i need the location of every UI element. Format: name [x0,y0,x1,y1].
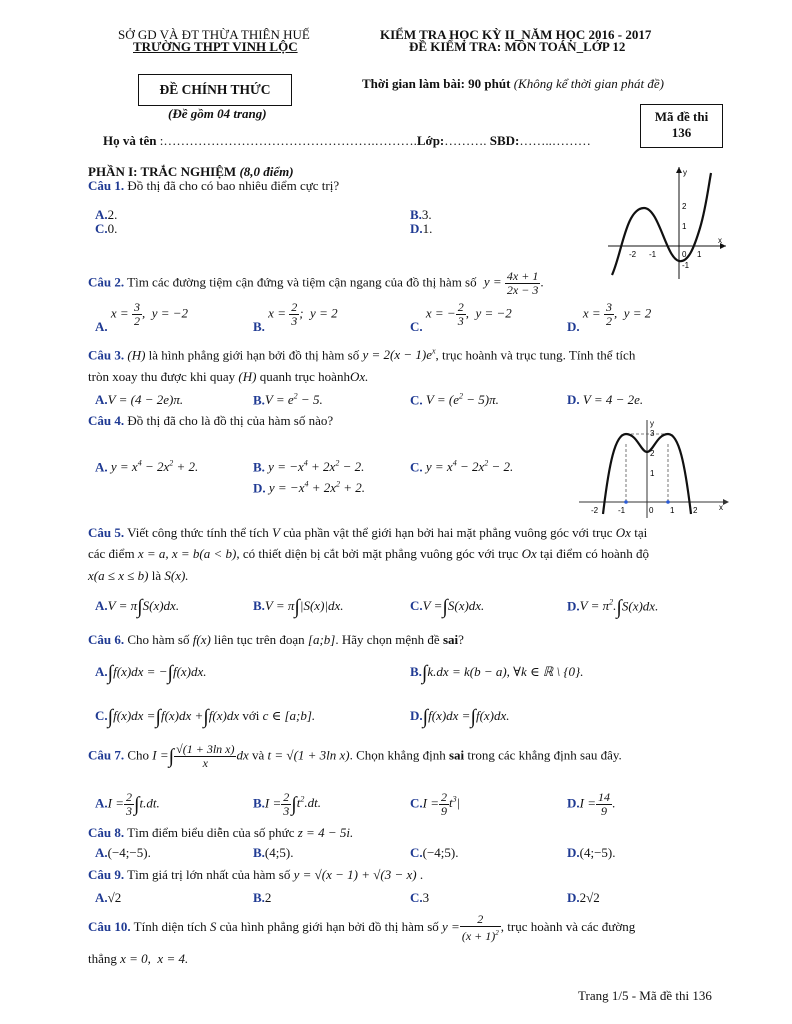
name-field[interactable]: :………………………………………….………. [156,133,417,148]
q9-option-c[interactable]: C.3 [410,890,430,905]
opt-letter: B. [253,319,265,335]
tick-label: -2 [591,506,599,515]
q3-text-2: , trục hoành và trục tung. Tính thể tích [435,347,636,363]
q5-option-c[interactable]: C.V =∫S(x)dx. [410,596,485,619]
q7-text-1: Cho [127,747,150,763]
official-box [138,74,292,106]
opt-letter: A. [95,207,108,222]
question-6: Câu 6. Cho hàm số f(x) liên tục trên đoạn [a;b]. Hãy chọn mệnh đề sai? [88,632,464,647]
opt-letter: C. [410,890,423,905]
q6-option-b[interactable]: B.∫k.dx = k(b − a), ∀k ∈ ℝ \ {0}. [410,662,584,685]
q8-option-c[interactable]: C.(−4;5). [410,845,459,860]
x-label: x [719,503,723,512]
q6-option-c[interactable]: C.∫f(x)dx =∫f(x)dx +∫f(x)dx với c ∈ [a;b]. [95,706,316,729]
tick-label: 0 [649,506,654,515]
q8-option-b[interactable]: B.(4;5). [253,845,294,860]
q4-option-d[interactable]: D. $y = -x^4 + 2x^2 + 2$. [253,480,366,496]
opt-letter: D. [567,598,580,614]
q7-bold: sai [448,747,465,763]
student-info-line [103,133,591,149]
q5-text-3: tại [634,525,648,540]
q6-with: với [242,708,260,723]
opt-text: 1. [422,221,433,236]
exam-code-value: 136 [671,125,692,140]
opt-letter: A. [95,664,108,679]
opt-letter: A. [95,890,108,905]
q5-label: Câu 5. [88,525,125,540]
q2-text: Tìm các đường tiệm cận đứng và tiệm cận ngang của đồ thị hàm số [127,274,477,290]
q10-text-2: của hình phẳng giới hạn bởi đồ thị hàm số [219,918,439,934]
exam-code-label: Mã đề thi [654,109,709,124]
tick-label: 1 [650,469,655,478]
time-line [362,76,664,92]
question-2: Câu 2. Tìm các đường tiệm cận đứng và tiệm cận ngang của đồ thị hàm số y = $\frac{4x + 1}{2x - 3}$ . [88,269,544,297]
q4-text: Đồ thị đã cho là đồ thị của hàm số nào? [127,413,334,428]
question-9: Câu 9. Tìm giá trị lớn nhất của hàm số y = √(x − 1) + √(3 − x) . [88,867,424,882]
q3-text-1: là hình phẳng giới hạn bởi đồ thị hàm số [148,347,360,363]
q5-text-2: của phần vật thể giới hạn bởi hai mặt phẳng vuông góc với trục [283,525,613,540]
question-3-line-1: Câu 3. (H) là hình phẳng giới hạn bởi đồ thị hàm số $y = 2(x - 1)e^x$, trục hoành và trục tung. Tính thể tích [88,347,636,363]
q6-text-3: . Hãy chọn mệnh đề [335,632,440,647]
q7-text-2: và [252,747,265,763]
q5-option-a[interactable]: A.V = π∫S(x)dx. [95,596,180,619]
question-1 [88,178,339,194]
question-4 [88,413,333,429]
tick-label: 1 [697,250,702,259]
opt-letter: D. [567,795,580,811]
section-title-text: PHẦN I: TRẮC NGHIỆM [88,164,237,179]
q7-label: Câu 7. [88,747,125,763]
opt-letter: D. [567,890,580,905]
opt-letter: D. [567,319,580,335]
pages-note: (Đề gồm 04 trang) [168,106,267,121]
q7-option-b[interactable]: B.I = $\frac{2}{3}$ $\int t^2.dt$. [253,790,322,818]
function-curve [612,173,711,275]
q6-option-a[interactable]: A.∫f(x)dx = −∫f(x)dx. [95,662,207,685]
department: SỞ GD VÀ ĐT THỪA THIÊN HUẾ [118,27,310,42]
sbd-field[interactable]: ……..……… [519,133,591,148]
q5-text-1: Viết công thức tính thể tích [127,525,269,540]
q2-option-b[interactable]: B. x = $\frac{2}{3}$ ; y = 2 [253,300,338,335]
opt-letter: B. [253,459,265,475]
tick-label: 0 [682,250,687,259]
q3-label: Câu 3. [88,347,125,363]
question-5-line-2: các điểm x = a, x = b(a < b), có thiết diện bị cắt bởi mặt phẳng vuông góc với trục Ox tại điểm có hoành độ [88,546,650,561]
y-label: y [650,419,654,428]
q10-text-1: Tính diện tích [133,918,207,934]
q4-option-a[interactable]: A. $y = x^4 - 2x^2 + 2$. [95,459,199,475]
tick-label: 1 [670,506,675,515]
question-5-line-1: Câu 5. Viết công thức tính thể tích V của phần vật thể giới hạn bởi hai mặt phẳng vuông góc với trục Ox tại [88,525,648,540]
x-axis-arrow [723,499,729,505]
q10-text-3: , trục hoành và các đường [500,918,636,934]
official-label: ĐỀ CHÍNH THỨC [159,82,271,97]
q8-option-a[interactable]: A.(−4;−5). [95,845,151,860]
tick-label: -1 [618,506,626,515]
class-field[interactable]: ………. [444,133,490,148]
opt-letter: D. [410,708,423,723]
q9-label: Câu 9. [88,867,125,882]
q3-text-3: tròn xoay thu được khi quay [88,369,236,384]
q1-text: Đồ thị đã cho có bao nhiêu điểm cực trị? [127,178,340,193]
question-10-line-1: Câu 10. Tính diện tích S của hình phẳng giới hạn bởi đồ thị hàm số y = $\frac{2}{(x + 1)^2}$ , trục hoành và các đường [88,912,636,943]
tick-dot [624,500,628,504]
q2-label: Câu 2. [88,274,125,290]
opt-text: 0. [107,221,118,236]
name-label: Họ và tên [103,133,157,148]
class-label: Lớp: [416,133,445,148]
tick-dot [666,500,670,504]
q9-text: Tìm giá trị lớn nhất của hàm số [127,867,291,882]
opt-letter: B. [253,795,265,811]
y-label: y [683,168,687,177]
q6-label: Câu 6. [88,632,125,647]
y-axis-arrow [676,167,682,173]
question-7: Câu 7. Cho I =∫ $\frac{\text{√(1 + 3ln x)}}{x}$ dx và t = √(1 + 3ln x). Chọn khẳng định sai trong các khẳng định sau đây. [88,742,622,770]
q8-text: Tìm điểm biểu diễn của số phức [127,825,295,840]
q4-option-c[interactable]: C. $y = x^4 - 2x^2 - 2$. [410,459,514,475]
time-note: (Không kể thời gian phát đề) [513,76,664,91]
exam-code-box [640,104,723,148]
school-name: TRƯỜNG THPT VINH LỘC [133,39,298,54]
tick-label: -2 [629,250,637,259]
question-8: Câu 8. Tìm điểm biểu diễn của số phức z = 4 − 5i. [88,825,354,840]
q6-text-1: Cho hàm số [127,632,190,647]
x-label: x [718,236,722,245]
opt-letter: B. [253,845,265,860]
question-5-line-3: x(a ≤ x ≤ b) là S(x). [88,568,189,583]
opt-letter: D. [567,392,580,407]
q4-option-b[interactable]: B. $y = -x^4 + 2x^2 - 2$. [253,459,365,475]
section-points: (8,0 điểm) [239,164,294,179]
q10-text-4: thẳng [88,951,117,966]
q9-option-b[interactable]: B.2 [253,890,272,905]
q5-text-5: , có thiết diện bị cắt bởi mặt phẳng vuông góc với trục [236,546,519,561]
q10-label: Câu 10. [88,918,131,934]
q1-label: Câu 1. [88,178,125,193]
q5-text-6: tại điểm có hoành độ [540,546,650,561]
q7-text-3: . Chọn khẳng định [349,747,446,763]
q3-option-a[interactable]: A.V = (4 − 2e)π. [95,392,184,407]
sbd-label: SBD: [489,133,520,148]
tick-label: -1 [682,261,690,270]
tick-label: 2 [650,449,655,458]
q2-option-a[interactable]: A. x = $\frac{3}{2}$ , y = −2 [95,300,189,335]
q8-option-d[interactable]: D.(4;−5). [567,845,616,860]
q5-option-d[interactable]: $D.V = \pi^2.\int S(x)dx$. [567,596,659,619]
q4-graph [577,414,737,523]
opt-letter: C. [410,845,423,860]
tick-label: -1 [649,250,657,259]
q3-option-c[interactable]: C. $V = (e^2 - 5)\pi$. [410,392,499,408]
q5-text-7: là [151,568,162,583]
opt-letter: B. [410,207,422,222]
q7-option-d[interactable]: D.I = $\frac{14}{9}$ . [567,790,616,818]
q7-option-a[interactable]: A.I = $\frac{2}{3}$ ∫t.dt. [95,790,160,818]
tick-label: 2 [682,202,687,211]
q9-option-a[interactable]: A.√2 [95,890,122,905]
q4-label: Câu 4. [88,413,125,428]
q6-option-d[interactable]: D.∫f(x)dx =∫f(x)dx. [410,706,510,729]
opt-letter: C. [410,459,423,475]
opt-letter: C. [410,392,423,408]
exam-subject: ĐỀ KIỂM TRA: MÔN TOÁN_LỚP 12 [409,39,626,54]
opt-letter: B. [410,664,422,679]
q7-option-c[interactable]: C.I = $\frac{2}{9}$ $t^3|$ [410,790,461,818]
opt-letter: A. [95,845,108,860]
opt-letter: A. [95,392,108,407]
q9-option-d[interactable]: D.2√2 [567,890,600,905]
question-10-line-2: thẳng x = 0, x = 4. [88,951,189,966]
opt-letter: A. [95,319,108,335]
opt-text: 3. [421,207,432,222]
q5-text-4: các điểm [88,546,135,561]
opt-letter: C. [95,708,108,723]
q6-text-2: liên tục trên đoạn [214,632,305,647]
opt-text: 2. [107,207,118,222]
exam-title: KIỂM TRA HỌC KỲ II_NĂM HỌC 2016 - 2017 [380,27,652,42]
opt-letter: C. [410,598,423,613]
opt-letter: D. [410,221,423,236]
opt-letter: D. [567,845,580,860]
q8-label: Câu 8. [88,825,125,840]
q6-bold: sai [442,632,459,647]
q2-option-c[interactable]: C. x = − $\frac{2}{3}$ , y = −2 [410,300,512,335]
opt-letter: B. [253,598,265,613]
opt-letter: D. [253,480,266,496]
q1-graph [604,163,730,284]
q5-option-b[interactable]: B.V = π∫|S(x)|dx. [253,596,344,619]
opt-letter: A. [95,795,108,811]
opt-letter: C. [410,795,423,811]
q2-option-d[interactable]: D. x = $\frac{3}{2}$ , y = 2 [567,300,652,335]
q3-text-4: quanh trục hoành [259,369,350,384]
opt-letter: C. [95,221,108,236]
q3-option-b[interactable]: $B.V = e^2 - 5$. [253,392,323,408]
tick-label: 1 [682,222,687,231]
opt-letter: A. [95,459,108,475]
opt-letter: B. [253,890,265,905]
q3-option-d[interactable]: D. V = 4 − 2e. [567,392,644,407]
question-3-line-2: tròn xoay thu được khi quay (H) quanh trục hoànhOx. [88,369,369,384]
opt-letter: A. [95,598,108,613]
q7-text-4: trong các khẳng định sau đây. [467,747,622,763]
time-label: Thời gian làm bài: 90 phút [362,76,511,91]
tick-label: 3 [650,429,655,438]
q1-option-c[interactable] [95,221,117,237]
opt-letter: C. [410,319,423,335]
page-footer: Trang 1/5 - Mã đề thi 136 [578,988,712,1003]
opt-letter: B. [253,392,265,408]
tick-label: 2 [693,506,698,515]
q1-option-d[interactable] [410,221,432,237]
